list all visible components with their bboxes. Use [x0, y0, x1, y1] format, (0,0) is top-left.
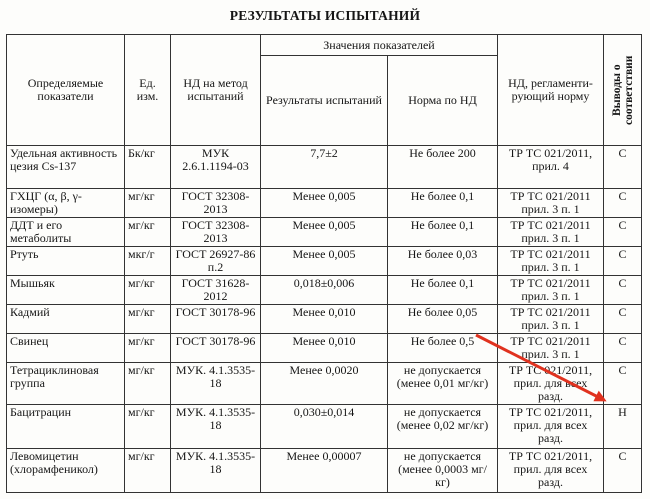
cell-regulating: ТР ТС 021/2011 прил. 3 п. 1	[498, 247, 604, 276]
header-values-group: Значения показателей	[261, 35, 498, 56]
cell-conclusion: С	[604, 305, 642, 334]
cell-method: МУК. 4.1.3535-18	[171, 363, 261, 405]
cell-method: МУК. 4.1.3535-18	[171, 449, 261, 493]
cell-regulating: ТР ТС 021/2011 прил. 3 п. 1	[498, 189, 604, 218]
cell-norm: Не более 0,1	[388, 218, 498, 247]
cell-result: Менее 0,0020	[261, 363, 388, 405]
header-method: НД на метод испытаний	[171, 35, 261, 146]
cell-norm: Не более 0,03	[388, 247, 498, 276]
cell-conclusion: С	[604, 449, 642, 493]
cell-indicator: Ртуть	[7, 247, 125, 276]
cell-conclusion: С	[604, 247, 642, 276]
cell-regulating: ТР ТС 021/2011 прил. 3 п. 1	[498, 334, 604, 363]
cell-result: Менее 0,005	[261, 189, 388, 218]
cell-result: Менее 0,00007	[261, 449, 388, 493]
cell-conclusion: С	[604, 363, 642, 405]
cell-method: ГОСТ 32308-2013	[171, 189, 261, 218]
header-regulating: НД, регламенти-рующий норму	[498, 35, 604, 146]
cell-unit: мг/кг	[125, 305, 171, 334]
cell-result: Менее 0,010	[261, 305, 388, 334]
cell-regulating: ТР ТС 021/2011, прил. для всех разд.	[498, 405, 604, 449]
header-indicator: Определяемые показатели	[7, 35, 125, 146]
cell-norm: не допускается (менее 0,01 мг/кг)	[388, 363, 498, 405]
cell-indicator: ГХЦГ (α, β, γ-изомеры)	[7, 189, 125, 218]
cell-method: ГОСТ 30178-96	[171, 334, 261, 363]
cell-unit: мг/кг	[125, 334, 171, 363]
cell-norm: Не более 0,05	[388, 305, 498, 334]
cell-method: МУК. 4.1.3535-18	[171, 405, 261, 449]
cell-indicator: Удельная активность цезия Cs-137	[7, 146, 125, 189]
header-unit: Ед. изм.	[125, 35, 171, 146]
cell-regulating: ТР ТС 021/2011, прил. для всех разд.	[498, 363, 604, 405]
cell-indicator: Свинец	[7, 334, 125, 363]
cell-unit: мг/кг	[125, 363, 171, 405]
cell-result: 0,030±0,014	[261, 405, 388, 449]
page-title: РЕЗУЛЬТАТЫ ИСПЫТАНИЙ	[229, 8, 421, 23]
cell-norm: не допускается (менее 0,02 мг/кг)	[388, 405, 498, 449]
cell-norm: не допускается (менее 0,0003 мг/кг)	[388, 449, 498, 493]
cell-indicator: Левомицетин (хлорамфеникол)	[7, 449, 125, 493]
cell-unit: мкг/г	[125, 247, 171, 276]
header-norm: Норма по НД	[388, 56, 498, 146]
cell-regulating: ТР ТС 021/2011, прил. для всех разд.	[498, 449, 604, 493]
cell-norm: Не более 0,5	[388, 334, 498, 363]
header-conclusion: Выводы о соответствии	[604, 35, 642, 146]
cell-conclusion: С	[604, 146, 642, 189]
cell-unit: мг/кг	[125, 218, 171, 247]
cell-indicator: ДДТ и его метаболиты	[7, 218, 125, 247]
cell-method: ГОСТ 32308-2013	[171, 218, 261, 247]
cell-indicator: Бацитрацин	[7, 405, 125, 449]
cell-result: Менее 0,005	[261, 218, 388, 247]
cell-method: МУК 2.6.1.1194-03	[171, 146, 261, 189]
cell-indicator: Мышьяк	[7, 276, 125, 305]
cell-norm: Не более 0,1	[388, 189, 498, 218]
cell-regulating: ТР ТС 021/2011 прил. 3 п. 1	[498, 218, 604, 247]
cell-conclusion: Н	[604, 405, 642, 449]
cell-result: 7,7±2	[261, 146, 388, 189]
cell-regulating: ТР ТС 021/2011 прил. 3 п. 1	[498, 305, 604, 334]
cell-unit: Бк/кг	[125, 146, 171, 189]
cell-method: ГОСТ 30178-96	[171, 305, 261, 334]
cell-result: Менее 0,010	[261, 334, 388, 363]
cell-norm: Не более 200	[388, 146, 498, 189]
cell-indicator: Тетрациклиновая группа	[7, 363, 125, 405]
cell-indicator: Кадмий	[7, 305, 125, 334]
cell-method: ГОСТ 26927-86 п.2	[171, 247, 261, 276]
cell-regulating: ТР ТС 021/2011, прил. 4	[498, 146, 604, 189]
cell-result: 0,018±0,006	[261, 276, 388, 305]
cell-conclusion: С	[604, 334, 642, 363]
cell-unit: мг/кг	[125, 189, 171, 218]
header-result: Результаты испытаний	[261, 56, 388, 146]
cell-result: Менее 0,005	[261, 247, 388, 276]
cell-conclusion: С	[604, 218, 642, 247]
cell-norm: Не более 0,1	[388, 276, 498, 305]
cell-conclusion: С	[604, 276, 642, 305]
cell-method: ГОСТ 31628-2012	[171, 276, 261, 305]
cell-regulating: ТР ТС 021/2011 прил. 3 п. 1	[498, 276, 604, 305]
cell-unit: мг/кг	[125, 405, 171, 449]
cell-unit: мг/кг	[125, 276, 171, 305]
cell-unit: мг/кг	[125, 449, 171, 493]
cell-conclusion: С	[604, 189, 642, 218]
